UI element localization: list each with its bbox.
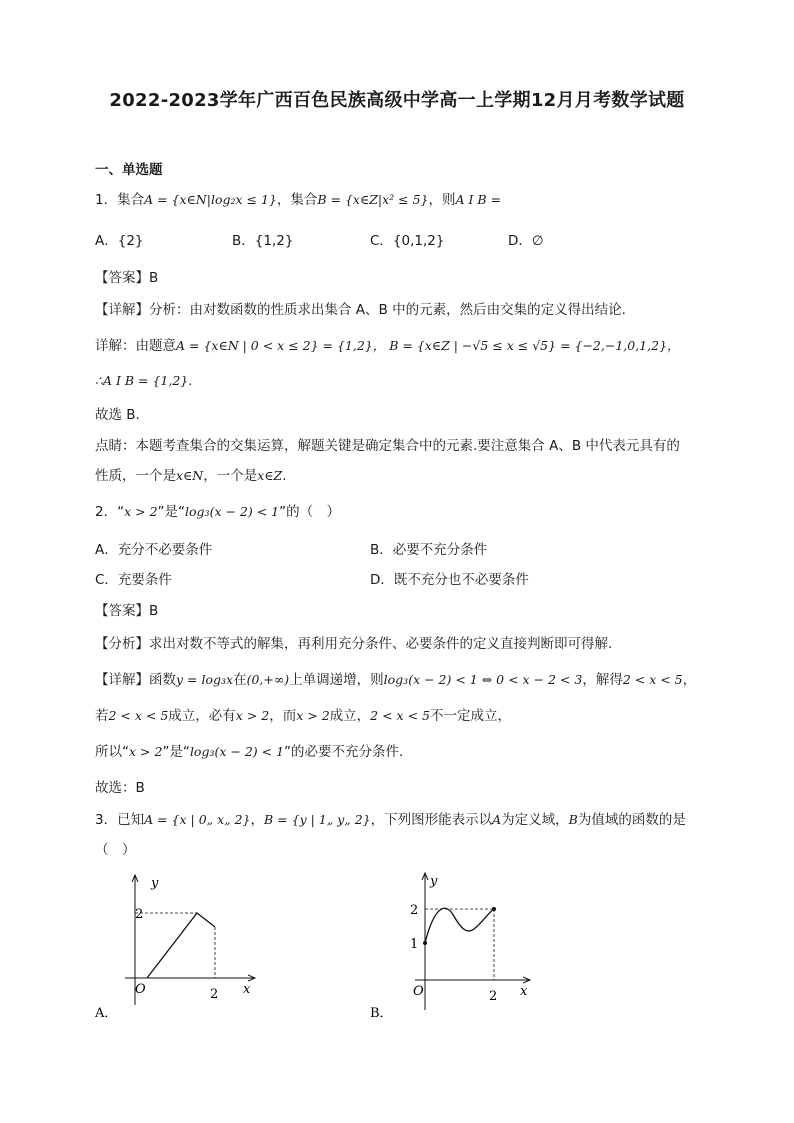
y-tick-label-2: 2 bbox=[410, 903, 419, 918]
q1-option-d: D．∅ bbox=[508, 233, 544, 249]
q1-expr: A I B = bbox=[455, 192, 502, 207]
q1-option-a: A．{2} bbox=[95, 233, 144, 249]
q1-stem: 1．集合A = {x∈N|log₂x ≤ 1}，集合B = {x∈Z|x² ≤ 5}，则A I B = bbox=[95, 192, 502, 208]
q1-set-b: B = {x∈Z|x² ≤ 5} bbox=[317, 192, 429, 207]
q2-detail-line2: 若2 < x < 5成立，必有x > 2，而x > 2成立，2 < x < 5不一定成立， bbox=[95, 708, 511, 724]
x-axis-label: x bbox=[520, 984, 528, 999]
y-tick-label: 2 bbox=[135, 907, 144, 922]
q1-option-b: B．{1,2} bbox=[232, 233, 294, 249]
q2-analysis: 【分析】求出对数不等式的解集，再利用充分条件、必要条件的定义直接判断即可得解. bbox=[95, 636, 613, 652]
y-axis-label: y bbox=[430, 874, 438, 889]
q1-detail-line3: 故选 B. bbox=[95, 407, 140, 423]
y-axis-label: y bbox=[151, 876, 159, 891]
origin-label: O bbox=[413, 984, 424, 999]
section-heading: 一、单选题 bbox=[95, 162, 163, 178]
curve-endpoint bbox=[423, 941, 427, 945]
page-title: 2022-2023学年广西百色民族高级中学高一上学期12月月考数学试题 bbox=[109, 90, 685, 111]
x-tick-label: 2 bbox=[489, 989, 498, 1004]
graph-b-label: B． bbox=[370, 1006, 393, 1021]
q3-stem-paren: （ ） bbox=[95, 842, 136, 858]
q1-detail: 【详解】分析：由对数函数的性质求出集合 A、B 中的元素，然后由交集的定义得出结论. bbox=[95, 302, 626, 318]
q2-option-a: A．充分不必要条件 bbox=[95, 542, 213, 558]
curve-endpoint bbox=[492, 907, 496, 911]
q1-note-line1: 点睛：本题考查集合的交集运算，解题关键是确定集合中的元素.要注意集合 A、B 中代表元具有的 bbox=[95, 438, 680, 454]
q2-option-b: B．必要不充分条件 bbox=[370, 542, 488, 558]
q2-option-d: D．既不充分也不必要条件 bbox=[370, 572, 529, 588]
x-axis-label: x bbox=[243, 982, 251, 997]
q1-detail-line1: 详解：由题意A = {x∈N | 0 < x ≤ 2} = {1,2}， B = {x∈Z | −√5 ≤ x ≤ √5} = {−2,−1,0,1,2}， bbox=[95, 338, 680, 354]
q1-detail-line2: ∴A I B = {1,2}. bbox=[95, 373, 193, 388]
q2-option-c: C．充要条件 bbox=[95, 572, 172, 588]
y-tick-label-1: 1 bbox=[410, 937, 419, 952]
q1-set-a: A = {x∈N|log₂x ≤ 1} bbox=[144, 192, 277, 207]
origin-label: O bbox=[135, 982, 146, 997]
q3-stem: 3．已知A = {x | 0„ x„ 2}，B = {y | 1„ y„ 2}，下列图形能表示以A为定义域，B为值域的函数的是 bbox=[95, 812, 686, 828]
q2-detail-line3: 所以“x > 2”是“log₃(x − 2) < 1”的必要不充分条件. bbox=[95, 744, 404, 760]
q3-graph-a bbox=[95, 865, 265, 1025]
function-curve bbox=[147, 913, 215, 978]
q1-note-line2: 性质，一个是x∈N，一个是x∈Z. bbox=[95, 468, 287, 484]
q1-answer: 【答案】B bbox=[95, 270, 159, 286]
q2-stem: 2．“x > 2”是“log₃(x − 2) < 1”的（ ） bbox=[95, 504, 341, 520]
function-curve bbox=[425, 908, 494, 943]
graph-a-label: A． bbox=[95, 1006, 118, 1021]
x-tick-label: 2 bbox=[210, 987, 219, 1002]
q2-detail-line4: 故选：B bbox=[95, 780, 145, 796]
q2-answer: 【答案】B bbox=[95, 603, 159, 619]
q1-option-c: C．{0,1,2} bbox=[370, 233, 445, 249]
q2-detail-line1: 【详解】函数y = log₃x在(0,+∞)上单调递增，则log₃(x − 2) < 1 ⇔ 0 < x − 2 < 3，解得2 < x < 5， bbox=[95, 672, 697, 688]
q3-graph-b bbox=[370, 865, 540, 1025]
